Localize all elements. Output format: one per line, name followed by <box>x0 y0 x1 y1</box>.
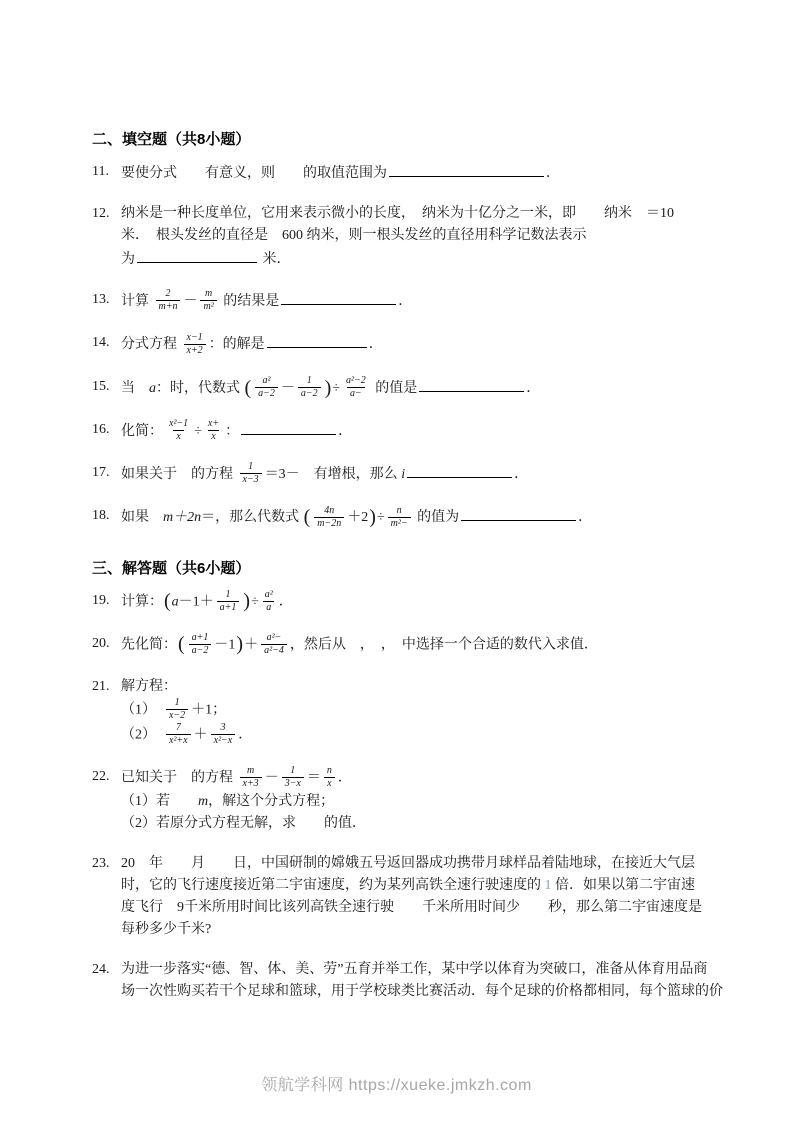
question-line <box>121 376 749 401</box>
text-run: 每秒多少千米? <box>121 921 212 937</box>
question-number: 11. <box>92 164 109 179</box>
worksheet <box>92 128 749 1029</box>
text-run: － <box>264 770 279 786</box>
section-heading: 二、填空题（共8小题） <box>92 131 251 148</box>
paren-glyph: ) <box>236 633 244 656</box>
text-run: 米． <box>259 252 291 267</box>
text-run: － <box>183 294 198 309</box>
question-line <box>121 633 749 658</box>
text-run: ÷ <box>376 510 385 526</box>
text-run: －1＋ <box>178 594 214 610</box>
question-line <box>121 959 749 981</box>
question-17 <box>92 462 749 487</box>
question-23 <box>92 853 749 941</box>
text-run: － <box>280 380 295 396</box>
fraction-numerator: 2 <box>165 288 171 300</box>
section-heading: 三、解答题（共6小题） <box>92 559 251 577</box>
question-number: 15. <box>92 378 110 394</box>
question-line <box>121 766 749 791</box>
math-variable: a <box>171 594 179 610</box>
text-run: 当 <box>121 380 149 396</box>
paren-glyph: ) <box>369 506 376 529</box>
fraction <box>211 722 236 747</box>
fraction <box>255 375 278 400</box>
fraction-numerator: 3 <box>220 721 226 733</box>
question-number: 12. <box>92 206 110 221</box>
text-run: 时，它的飞行速度接近第二宇宙速度，约为某列高铁全速行驶速度的 <box>121 877 545 893</box>
text-run: ＋2 <box>347 510 369 526</box>
question-body <box>121 462 749 487</box>
answer-blank <box>281 289 396 305</box>
question-body <box>121 633 749 658</box>
question-number: 22. <box>92 768 110 784</box>
fraction-numerator: m <box>204 288 213 300</box>
text-run: （1）若 <box>121 793 198 809</box>
question-line <box>121 419 749 444</box>
highlight-number: 1 <box>544 877 552 893</box>
fraction-denominator: m²− <box>388 517 411 530</box>
text-run: 要使分式 有意义，则 的取值范围为 <box>121 166 387 181</box>
question-21 <box>92 676 749 748</box>
text-run: 的值是 <box>371 380 418 396</box>
text-run: ，解这个分式方程； <box>208 793 335 809</box>
fraction <box>324 765 335 790</box>
text-run: 20 年 月 日，中国研制的嫦娥五号返回器成功携带月球样品着陆地球，在接近大气层 <box>121 855 695 871</box>
fraction <box>166 697 188 722</box>
paren-glyph: ) <box>324 376 332 399</box>
fraction <box>166 722 191 747</box>
fraction <box>189 632 212 657</box>
question-line <box>121 462 749 487</box>
text-run: 计算 <box>121 294 153 309</box>
paren-glyph: ) <box>243 590 251 613</box>
fraction-denominator: x−3 <box>240 473 262 486</box>
fraction-denominator: a−2 <box>189 644 212 657</box>
fraction-numerator: x²−1 <box>169 418 189 430</box>
text-run: ． <box>514 467 529 483</box>
fraction <box>343 375 369 400</box>
question-24 <box>92 959 749 1003</box>
question-line <box>121 247 749 271</box>
fraction-numerator: 1 <box>290 764 296 776</box>
question-13 <box>92 289 749 314</box>
text-run: 的结果是 <box>219 294 280 309</box>
fraction-denominator: m² <box>200 300 216 313</box>
question-number: 24. <box>92 961 110 977</box>
text-run: ÷ <box>332 380 341 396</box>
text-run: ． <box>368 337 383 353</box>
fraction-numerator: a²− <box>266 631 282 643</box>
question-line <box>121 698 749 723</box>
text-run: ＝ <box>306 770 321 786</box>
question-20 <box>92 633 749 658</box>
question-number: 20. <box>92 635 110 651</box>
fraction <box>261 632 287 657</box>
paren-glyph: ( <box>244 376 252 399</box>
text-run: 已知关于 的方程 <box>121 770 237 786</box>
answer-blank <box>137 247 257 263</box>
text-run: 倍．如果以第二宇宙速 <box>551 877 695 893</box>
question-11 <box>92 161 749 185</box>
paren-glyph: ( <box>303 506 311 529</box>
question-line <box>121 813 749 835</box>
fraction-denominator: x <box>173 430 183 443</box>
math-variable: m <box>198 793 209 809</box>
text-run: （1） <box>121 702 163 718</box>
answer-blank <box>241 419 336 435</box>
fraction-denominator: m−2n <box>314 517 344 530</box>
question-body <box>121 332 749 357</box>
text-run: ＝，那么代数式 <box>201 510 303 526</box>
text-run: ：时，代数式 <box>156 380 244 396</box>
text-run: 如果 <box>121 510 163 526</box>
fraction-denominator: x²+x <box>166 734 191 747</box>
question-number: 19. <box>92 592 110 608</box>
text-run: ． <box>337 770 352 786</box>
answer-blank <box>389 161 544 177</box>
text-run: ＋ <box>193 727 208 743</box>
text-run: 米． 根头发丝的直径是 600 纳米，则一根头发丝的直径用科学记数法表示 <box>121 228 587 243</box>
text-run: ． <box>578 510 593 526</box>
question-body <box>121 853 749 941</box>
fraction <box>298 375 321 400</box>
text-run: 为进一步落实“德、智、体、美、劳”五育并举工作，某中学以体育为突破口，准备从体育用品商 <box>121 961 708 977</box>
fraction <box>388 505 411 530</box>
question-line <box>121 919 749 941</box>
text-run: ． <box>238 727 253 743</box>
question-body <box>121 505 749 530</box>
text-run: ÷ <box>194 423 202 439</box>
fraction <box>240 461 262 486</box>
fraction-denominator: 3−x <box>282 777 304 790</box>
question-number: 14. <box>92 335 110 351</box>
answer-blank <box>407 462 512 478</box>
question-line <box>121 723 749 748</box>
question-16 <box>92 419 749 444</box>
text-run: ＝3－ 有增根，那么 <box>264 467 402 483</box>
question-number: 13. <box>92 292 110 307</box>
question-number: 21. <box>92 678 110 694</box>
question-body <box>121 161 749 185</box>
fraction-numerator: 7 <box>175 721 181 733</box>
section <box>92 128 749 531</box>
text-run: ，然后从 ， ， 中选择一个合适的数代入求值． <box>289 637 598 653</box>
fraction-denominator: x−2 <box>166 709 188 722</box>
question-number: 16. <box>92 421 110 437</box>
question-22 <box>92 766 749 835</box>
math-variable: m＋2n <box>163 510 202 526</box>
fraction <box>282 765 304 790</box>
question-line <box>121 875 749 897</box>
fraction-denominator: x+2 <box>184 344 206 357</box>
question-line <box>121 981 749 1003</box>
fraction-numerator: 4n <box>324 504 335 516</box>
fraction-denominator: a <box>263 601 274 614</box>
text-run: 解方程： <box>121 678 177 694</box>
fraction <box>166 418 191 443</box>
text-run: ： <box>225 423 240 439</box>
question-line <box>121 791 749 813</box>
paren-glyph: ( <box>178 633 185 656</box>
fraction-denominator: a− <box>347 387 365 400</box>
question-number: 23. <box>92 855 110 871</box>
question-number: 18. <box>92 508 110 524</box>
fraction <box>262 589 276 614</box>
question-body <box>121 203 749 271</box>
question-12 <box>92 203 749 271</box>
text-run: ÷ <box>251 594 259 610</box>
question-line <box>121 161 749 185</box>
text-run: ． <box>398 294 413 309</box>
text-run: ． <box>526 380 541 396</box>
question-body <box>121 419 749 444</box>
question-body <box>121 766 749 835</box>
fraction-denominator: a²−4 <box>261 644 287 657</box>
text-run: ． <box>338 423 353 439</box>
fraction <box>200 288 216 313</box>
text-run: 纳米是一种长度单位，它用来表示微小的长度， 纳米为十亿分之一米，即 纳米 ＝10 <box>121 206 674 221</box>
fraction-numerator: x−1 <box>186 331 203 343</box>
fraction-numerator: 1 <box>225 588 231 600</box>
question-body <box>121 376 749 401</box>
fraction-numerator: n <box>326 764 332 776</box>
question-18 <box>92 505 749 530</box>
question-number: 17. <box>92 465 110 481</box>
text-run: 如果关于 的方程 <box>121 467 237 483</box>
math-variable: a <box>149 380 156 396</box>
fraction <box>314 505 344 530</box>
fraction-numerator: 1 <box>174 696 180 708</box>
question-line <box>121 203 749 225</box>
question-line <box>121 332 749 357</box>
question-line <box>121 225 749 247</box>
question-19 <box>92 590 749 615</box>
text-run: 场一次性购买若干个足球和篮球，用于学校球类比赛活动．每个足球的价格都相同，每个篮球的价 <box>121 983 723 999</box>
question-line <box>121 853 749 875</box>
fraction-denominator: x <box>324 777 334 790</box>
text-run: （2）若原分式方程无解，求 的值． <box>121 815 366 831</box>
text-run: 度飞行 9千米所用时间比该列高铁全速行驶 千米所用时间少 秒，那么第二宇宙速度是 <box>121 899 702 915</box>
fraction-denominator: m+n <box>156 300 181 313</box>
fraction-numerator: a² <box>264 588 273 600</box>
fraction-denominator: x²−x <box>211 734 236 747</box>
text-run: 分式方程 <box>121 337 181 353</box>
text-run: ． <box>278 594 293 610</box>
question-line <box>121 505 749 530</box>
text-run: －1 <box>214 637 236 653</box>
fraction-numerator: 1 <box>306 374 312 386</box>
text-run: 化简： <box>121 423 163 439</box>
fraction <box>240 765 262 790</box>
text-run: 的值为 <box>413 510 460 526</box>
answer-blank <box>267 332 367 348</box>
section <box>92 557 749 1003</box>
fraction-denominator: a−2 <box>255 387 278 400</box>
question-body <box>121 676 749 748</box>
fraction-numerator: m <box>246 764 255 776</box>
text-run: 计算： <box>121 594 163 610</box>
question-15 <box>92 376 749 401</box>
text-run: 为 <box>121 252 135 267</box>
text-run: ． <box>546 166 560 181</box>
text-run: （2） <box>121 727 163 743</box>
fraction-denominator: x <box>208 430 218 443</box>
fraction-denominator: a−2 <box>298 387 321 400</box>
math-variable: i <box>401 467 406 483</box>
fraction <box>205 418 222 443</box>
text-run: 先化简： <box>121 637 177 653</box>
question-line <box>121 289 749 314</box>
paren-glyph: ( <box>164 590 171 613</box>
question-line <box>121 897 749 919</box>
watermark-text: 领航学科网 https://xueke.jmkzh.com <box>261 1077 532 1094</box>
fraction-numerator: a² <box>262 374 271 386</box>
watermark-footer <box>0 1072 793 1095</box>
question-body <box>121 289 749 314</box>
fraction-numerator: 1 <box>248 461 254 473</box>
fraction-numerator: x+ <box>207 418 220 430</box>
question-body <box>121 959 749 1003</box>
question-line <box>121 590 749 615</box>
text-run: ：的解是 <box>208 337 265 353</box>
fraction-numerator: a+1 <box>191 631 209 643</box>
question-line <box>121 676 749 698</box>
fraction <box>184 332 206 357</box>
fraction <box>156 288 181 313</box>
fraction-numerator: n <box>396 504 402 516</box>
fraction-denominator: x+3 <box>240 777 262 790</box>
question-14 <box>92 332 749 357</box>
fraction-denominator: a+1 <box>217 601 240 614</box>
question-body <box>121 590 749 615</box>
text-run: ＋1； <box>191 702 227 718</box>
fraction-numerator: a²−2 <box>346 374 366 386</box>
answer-blank <box>461 505 576 521</box>
fraction <box>217 589 240 614</box>
answer-blank <box>419 376 524 392</box>
text-run: ＋ <box>244 637 259 653</box>
